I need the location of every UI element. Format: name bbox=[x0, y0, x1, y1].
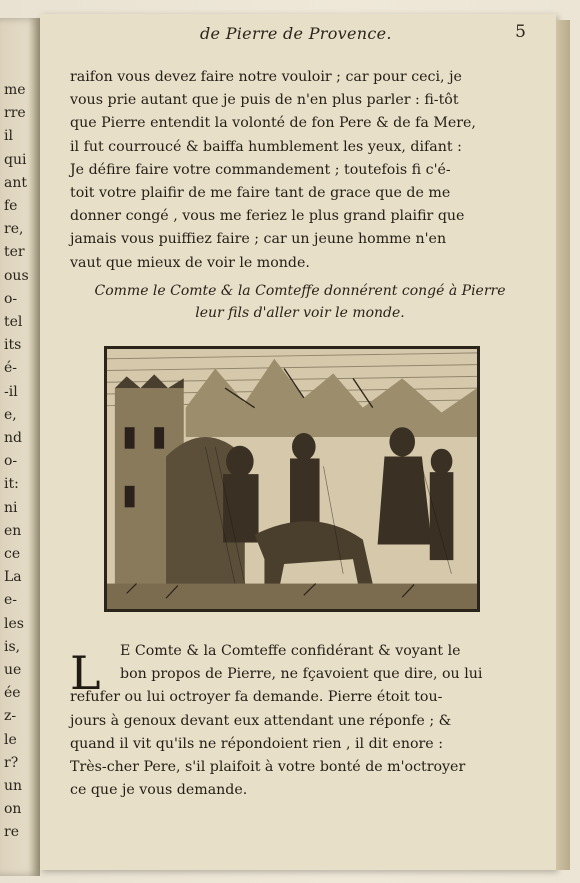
left-page-fragment: qui bbox=[4, 151, 27, 168]
left-page-fragment: ter bbox=[4, 244, 25, 261]
left-page-fragment: it: bbox=[4, 476, 19, 493]
right-page bbox=[40, 14, 556, 870]
left-page-fragment: ous bbox=[4, 267, 29, 284]
left-page-fragment: e, bbox=[4, 406, 17, 423]
text-line: donner congé , vous me feriez le plus grand plaifir que bbox=[70, 208, 465, 225]
left-page-fragment: z- bbox=[4, 708, 17, 725]
running-head: de Pierre de Provence. bbox=[200, 24, 392, 43]
left-page-fragment: ant bbox=[4, 174, 27, 191]
left-page-fragment: is, bbox=[4, 638, 21, 655]
caption-line: leur fils d'aller voir le monde. bbox=[195, 305, 405, 321]
drop-cap: L bbox=[70, 646, 101, 700]
left-page-fragment: -il bbox=[4, 383, 18, 400]
left-page-fragment: on bbox=[4, 801, 22, 818]
text-line: ce que je vous demande. bbox=[70, 782, 248, 799]
text-line: vous prie autant que je puis de n'en plus parler : fi-tôt bbox=[70, 92, 459, 109]
left-page-fragment: un bbox=[4, 778, 23, 794]
text-line: vaut que mieux de voir le monde. bbox=[70, 254, 310, 271]
text-line: raifon vous devez faire notre vouloir ; car pour ceci, je bbox=[70, 69, 462, 85]
left-page-fragment: ée bbox=[4, 685, 21, 702]
text-line: refufer ou lui octroyer fa demande. Pierre étoit tou- bbox=[70, 689, 443, 706]
left-page-fragment: ce bbox=[4, 546, 21, 562]
left-page-fragment: il bbox=[4, 128, 13, 145]
text-line: que Pierre entendit la volonté de fon Pere & de fa Mere, bbox=[70, 115, 476, 132]
left-page-fragment: me bbox=[4, 82, 26, 98]
left-page-fragment: fe bbox=[4, 198, 18, 214]
left-page-fragment: nd bbox=[4, 430, 22, 446]
left-page-fragment: é- bbox=[4, 360, 18, 377]
left-page-fragment: o- bbox=[4, 290, 18, 307]
text-line: Je défire faire votre commandement ; toutefois fi c'é- bbox=[70, 161, 451, 178]
left-page-fragment: en bbox=[4, 522, 22, 539]
left-page-fragment: re bbox=[4, 824, 19, 841]
text-line: E Comte & la Comteffe confidérant & voyant le bbox=[120, 643, 461, 659]
right-page-edge bbox=[556, 20, 570, 870]
page-number: 5 bbox=[515, 22, 526, 42]
left-page-fragment: its bbox=[4, 337, 22, 354]
text-line: il fut courroucé & baiffa humblement les yeux, difant : bbox=[70, 138, 462, 155]
left-page-fragment: ue bbox=[4, 662, 22, 678]
left-page-fragment: tel bbox=[4, 314, 23, 330]
left-page-fragment: re, bbox=[4, 221, 24, 238]
illustration-caption bbox=[80, 280, 520, 324]
woodcut-illustration bbox=[104, 346, 480, 612]
text-line: Très-cher Pere, s'il plaifoit à votre bonté de m'octroyer bbox=[70, 759, 466, 776]
text-line: jamais vous puiffiez faire ; car un jeune homme n'en bbox=[70, 231, 447, 248]
left-page-fragment: ni bbox=[4, 499, 18, 516]
left-page-fragment: La bbox=[4, 569, 22, 586]
woodcut-image bbox=[107, 349, 477, 609]
left-page-fragment: les bbox=[4, 615, 24, 632]
text-line: jours à genoux devant eux attendant une réponfe ; & bbox=[70, 712, 452, 729]
text-line: bon propos de Pierre, ne fçavoient que dire, ou lui bbox=[120, 666, 483, 683]
left-page-fragment: o- bbox=[4, 453, 18, 470]
left-page-fragment: rre bbox=[4, 105, 26, 122]
left-page-fragment: e- bbox=[4, 592, 18, 609]
text-line: toit votre plaifir de me faire tant de grace que de me bbox=[70, 185, 451, 202]
caption-line: Comme le Comte & la Comteffe donnérent congé à Pierre bbox=[94, 283, 506, 299]
paragraph-1 bbox=[70, 66, 520, 275]
paragraph-2 bbox=[70, 640, 520, 802]
left-page-fragment: r? bbox=[4, 754, 19, 771]
left-page-fragment: le bbox=[4, 731, 17, 748]
left-page-edge bbox=[0, 18, 40, 876]
text-line: quand il vit qu'ils ne répondoient rien , il dit enore : bbox=[70, 735, 443, 752]
